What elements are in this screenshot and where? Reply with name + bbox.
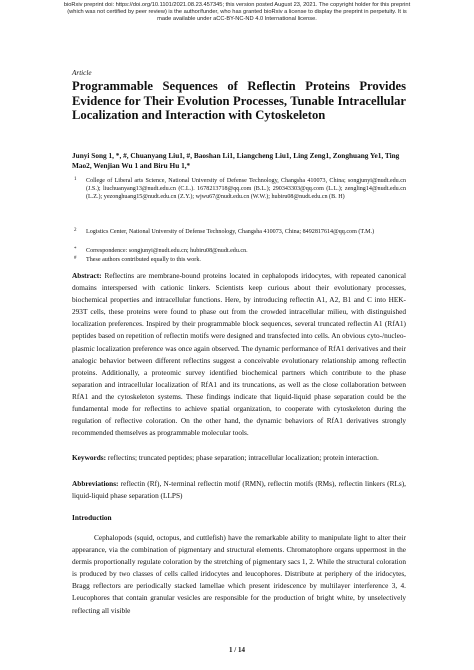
keywords-label: Keywords: xyxy=(72,453,107,462)
affiliation-mark: * xyxy=(74,247,77,252)
correspondence-note xyxy=(72,247,406,255)
article-type: Article xyxy=(72,69,92,77)
affiliation-mark: 2 xyxy=(74,228,77,233)
affiliation-text: College of Liberal arts Science, National University of Defense Technology, Changsha 410073, China; songjunyi@nudt.edu.cn (J.S.); liuchuanyang13@nudt.edu.cn (C.L.). 1678213718@qq.com (B.L.); 290343303@qq.com (L.L.); zengling14@nudt.edu.cn (L.Z.); yezonghuang15@nudt.edu.cn (Z.Y.); wjwu67@nudt.edu.cn (W.W.); hubiru08@nudt.edu.cn (B. H) xyxy=(86,178,406,201)
abbreviations xyxy=(72,478,406,502)
preprint-notice-line[interactable]: made available under aCC-BY-NC-ND 4.0 International license. xyxy=(157,16,317,22)
introduction-paragraph: Cephalopods (squid, octopus, and cuttlefish) have the remarkable ability to manipulate light to alter their appearance, via the combination of pigmentary and structural elements. Chromatophore organs uppermost in the dermis proportionally regulate coloration by the stretching of pigmentary sacs 1, 2. While the structural coloration is produced by two classes of cells called iridocytes and leucophores. Distribute at periphery of the iridocytes, Bragg reflectors are periodically stacked lamellae which present iridescence by multilayer interference 3, 4. Leucophores that contain granular vesicles are responsible for the production of bright white, by unselectively reflecting all visible xyxy=(72,533,406,615)
abbreviations-label: Abbreviations: xyxy=(72,479,119,488)
affiliation-mark: # xyxy=(74,256,77,261)
affiliation xyxy=(72,228,406,236)
correspondence-text[interactable]: Correspondence: songjunyi@nudt.edu.cn; hubiru08@nudt.edu.cn. xyxy=(86,248,248,254)
keywords-text: reflectins; truncated peptides; phase separation; intracellular localization; protein interaction. xyxy=(107,453,379,462)
preprint-notice-line: (which was not certified by peer review) is the author/funder, who has granted bioRxiv a license to display the preprint in perpetuity. It is xyxy=(67,9,407,15)
keywords xyxy=(72,452,406,464)
abstract-text: Reflectins are membrane-bound proteins located in cephalopods iridocytes, with repeated canonical domains interspersed with cationic linkers. Scientists keep curious about their evolutionary processes, biochemical properties and intracellular functions. Here, by introducing reflectin A1, A2, B1 and C into HEK-293T cells, these proteins were found to phase out from the crowded intracellular milieu, with distinguished localization preferences. Inspired by their programmable block sequences, several truncated reflectin A1 (RfA1) peptides based on repetition of reflectin motifs were designed and transfected into cells. An obvious cyto-/nucleo-plasmic localization preference was once again observed. The dynamic performance of RfA1 derivatives and their analogic behavior between different reflectins suggest a conceivable evolutionary relationship among reflectin proteins. Additionally, a proteomic survey identified biochemical partners which contribute to the phase separation and intracellular localization of RfA1 and its truncations, as well as the close collaboration between RfA1 and the cytoskeleton systems. These findings indicate that liquid-liquid phase separation could be the fundamental mode for reflectins to achieve spatial organization, to cooperate with cytoskeleton during the regulation of reflective coloration. On the other hand, the dynamic behaviors of RfA1 derivatives strongly recommended themselves as programmable molecular tools. xyxy=(72,271,406,438)
affiliation-text: Logistics Center, National University of Defense Technology, Changsha 410073, China; 8492817614@qq.com (T.M.) xyxy=(86,229,375,235)
section-heading-introduction: Introduction xyxy=(72,513,112,522)
affiliation-mark: 1 xyxy=(74,177,77,182)
abstract-label: Abstract: xyxy=(72,271,102,280)
equal-contribution-note xyxy=(72,256,406,264)
preprint-notice xyxy=(20,2,454,23)
page-number: 1 / 14 xyxy=(229,646,245,654)
equal-contribution-text: These authors contributed equally to this work. xyxy=(86,257,201,263)
abstract xyxy=(72,270,406,439)
abbreviations-text: reflectin (Rf), N-terminal reflectin motif (RMN), reflectin motifs (RMs), reflectin linkers (RLs), liquid-liquid phase separation (LLPS) xyxy=(72,479,406,501)
preprint-notice-line[interactable]: bioRxiv preprint doi: https://doi.org/10.1101/2021.08.23.457345; this version posted August 23, 2021. The copyright holder for this preprint xyxy=(63,2,411,8)
paper-title: Programmable Sequences of Reflectin Proteins Provides Evidence for Their Evolution Processes, Tunable Intracellular Localization and Interaction with Cytoskeleton xyxy=(72,79,406,123)
affiliation xyxy=(72,177,406,202)
author-list: Junyi Song 1, *, #, Chuanyang Liu1, #, Baoshan Li1, Liangcheng Liu1, Ling Zeng1, Zonghuang Ye1, Ting Mao2, Wenjian Wu 1 and Biru Hu 1,* xyxy=(72,151,400,170)
